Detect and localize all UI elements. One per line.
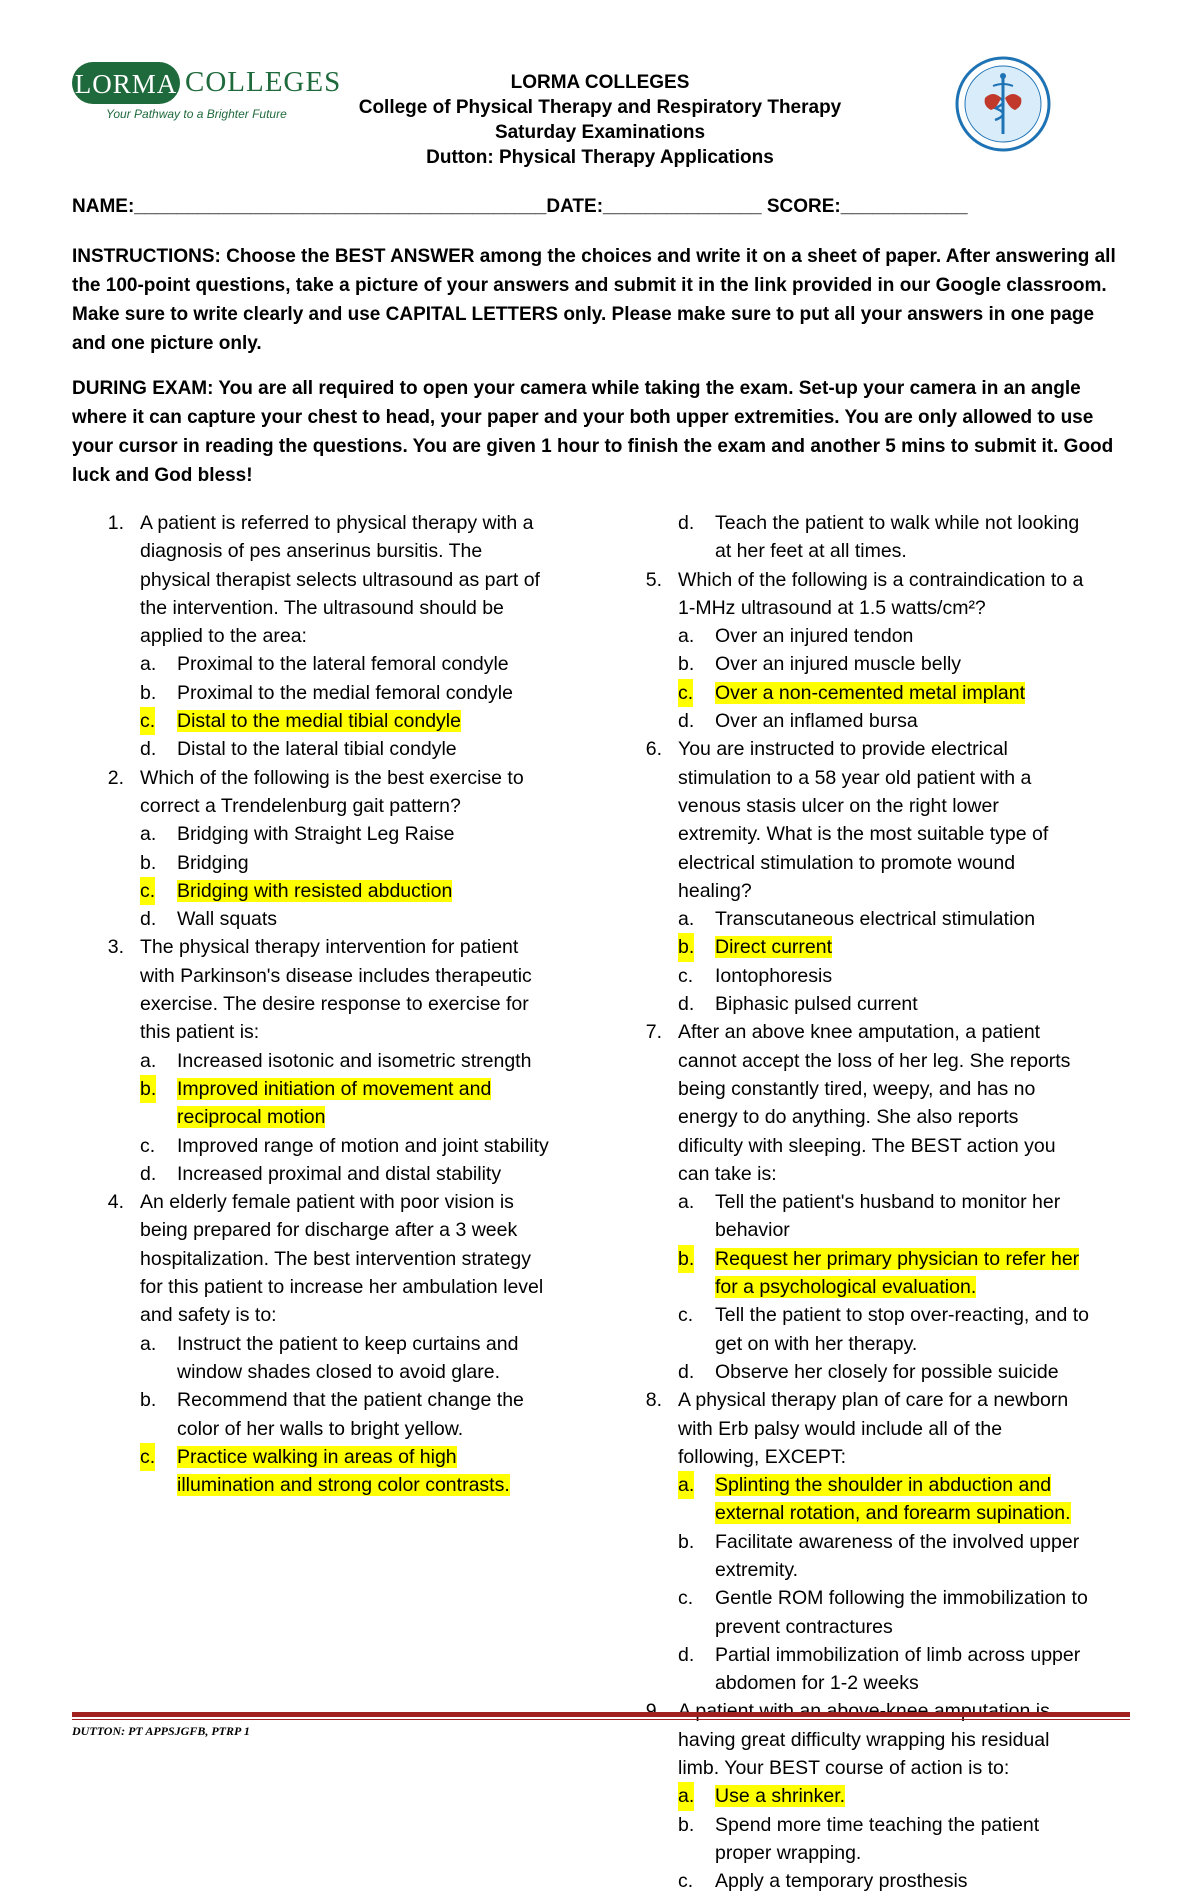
highlighted-answer-text: Over a non-cemented metal implant bbox=[715, 681, 1025, 704]
option-line bbox=[624, 1669, 1144, 1697]
option-letter: a. bbox=[678, 908, 695, 931]
question-text: exercise. The desire response to exercise for bbox=[140, 993, 529, 1016]
option-text: abdomen for 1-2 weeks bbox=[715, 1672, 919, 1695]
question-text: with Parkinson's disease includes therapeutic bbox=[140, 964, 532, 987]
answer-option-line bbox=[624, 1782, 1144, 1810]
questions-column-left bbox=[86, 509, 596, 1499]
option-line bbox=[624, 1301, 1144, 1329]
question-text-line bbox=[86, 1245, 596, 1273]
option-line bbox=[624, 1839, 1144, 1867]
question-text: After an above knee amputation, a patient bbox=[678, 1021, 1041, 1044]
college-name: College of Physical Therapy and Respiratory Therapy bbox=[358, 97, 842, 118]
highlighted-answer-text: reciprocal motion bbox=[177, 1106, 326, 1129]
option-letter: c. bbox=[140, 1134, 156, 1157]
question-text: extremity. What is the most suitable type of bbox=[678, 823, 1049, 846]
question-number: 8. bbox=[645, 1389, 662, 1412]
option-letter: b. bbox=[678, 1530, 695, 1553]
option-letter: a. bbox=[140, 653, 157, 676]
option-text: Observe her closely for possible suicide bbox=[715, 1360, 1059, 1383]
question-text-line bbox=[86, 622, 596, 650]
option-line bbox=[624, 1528, 1144, 1556]
option-line bbox=[86, 905, 596, 933]
option-text: Partial immobilization of limb across upper bbox=[715, 1643, 1081, 1666]
option-line bbox=[624, 1216, 1144, 1244]
question-text-line bbox=[86, 792, 596, 820]
option-letter: c. bbox=[140, 877, 155, 905]
highlighted-answer-text: external rotation, and forearm supination. bbox=[715, 1502, 1071, 1525]
question-text-line bbox=[624, 735, 1144, 763]
question-text-line bbox=[624, 566, 1144, 594]
answer-option-line bbox=[86, 1443, 596, 1471]
option-letter: c. bbox=[678, 1304, 694, 1327]
question-text-line bbox=[624, 1160, 1144, 1188]
logo-word: COLLEGES bbox=[185, 66, 342, 98]
highlighted-answer-text: Distal to the medial tibial condyle bbox=[177, 710, 461, 733]
question-text-line bbox=[624, 1047, 1144, 1075]
option-text: Improved range of motion and joint stability bbox=[177, 1134, 549, 1157]
option-letter: b. bbox=[140, 1389, 157, 1412]
question-text: electrical stimulation to promote wound bbox=[678, 851, 1016, 874]
answer-option-line bbox=[86, 1103, 596, 1131]
option-line bbox=[86, 650, 596, 678]
footer-rule bbox=[72, 1712, 1130, 1717]
lorma-colleges-logo bbox=[72, 60, 342, 130]
option-line bbox=[624, 1556, 1144, 1584]
option-text: Increased proximal and distal stability bbox=[177, 1162, 502, 1185]
option-letter: d. bbox=[140, 908, 157, 931]
question-text-line bbox=[624, 849, 1144, 877]
question-text-line bbox=[86, 537, 596, 565]
score-field: SCORE:____________ bbox=[766, 196, 968, 217]
option-line bbox=[86, 735, 596, 763]
question-text-line bbox=[86, 509, 596, 537]
option-line bbox=[86, 1358, 596, 1386]
option-text: Proximal to the lateral femoral condyle bbox=[177, 653, 509, 676]
option-line bbox=[86, 1386, 596, 1414]
answer-option-line bbox=[624, 679, 1144, 707]
question-text: energy to do anything. She also reports bbox=[678, 1106, 1019, 1129]
highlighted-answer-text: Request her primary physician to refer her bbox=[715, 1247, 1080, 1270]
question-text-line bbox=[86, 990, 596, 1018]
option-text: Spend more time teaching the patient bbox=[715, 1813, 1040, 1836]
question-text-line bbox=[624, 1726, 1144, 1754]
option-text: Gentle ROM following the immobilization to bbox=[715, 1587, 1088, 1610]
option-letter: a. bbox=[140, 823, 157, 846]
option-letter: b. bbox=[678, 653, 695, 676]
option-letter: d. bbox=[140, 738, 157, 761]
question-text: The physical therapy intervention for patient bbox=[140, 936, 519, 959]
option-line bbox=[624, 537, 1144, 565]
option-letter: a. bbox=[140, 1332, 157, 1355]
footer-text: DUTTON: PT APPSJGFB, PTRP 1 bbox=[72, 1724, 250, 1738]
question-text: physical therapist selects ultrasound as part of bbox=[140, 568, 540, 591]
logo-tagline: Your Pathway to a Brighter Future bbox=[106, 107, 287, 121]
answer-option-line bbox=[624, 933, 1144, 961]
question-text: being constantly tired, weepy, and has no bbox=[678, 1077, 1036, 1100]
date-field: DATE:_______________ bbox=[546, 196, 762, 217]
question-text-line bbox=[624, 1075, 1144, 1103]
option-letter: d. bbox=[678, 993, 695, 1016]
option-line bbox=[86, 849, 596, 877]
question-text: for this patient to increase her ambulation level bbox=[140, 1276, 544, 1299]
option-letter: b. bbox=[140, 681, 157, 704]
question-number: 1. bbox=[107, 512, 124, 534]
question-text: venous stasis ulcer on the right lower bbox=[678, 794, 999, 817]
question-text-line bbox=[86, 1216, 596, 1244]
answer-option-line bbox=[86, 1471, 596, 1499]
during-exam-rules: DURING EXAM: You are all required to open your camera while taking the exam. Set-up your camera in an angle where it can capture your chest to head, your paper and your both upper extremities. You are only allowed to use your cursor in reading the questions. You are given 1 hour to finish the exam and another 5 mins to submit it. Good luck and God bless! bbox=[72, 378, 1114, 486]
question-text-line bbox=[624, 1754, 1144, 1782]
highlighted-answer-text: Use a shrinker. bbox=[715, 1785, 846, 1808]
question-text-line bbox=[624, 1415, 1144, 1443]
option-line bbox=[624, 905, 1144, 933]
option-text: color of her walls to bright yellow. bbox=[177, 1417, 464, 1440]
option-text: Iontophoresis bbox=[715, 964, 833, 987]
option-text: Tell the patient to stop over-reacting, and to bbox=[715, 1304, 1089, 1327]
question-text: with Erb palsy would include all of the bbox=[678, 1417, 1003, 1440]
question-text-line bbox=[86, 933, 596, 961]
option-letter: b. bbox=[678, 1813, 695, 1836]
question-text: being prepared for discharge after a 3 week bbox=[140, 1219, 518, 1242]
question-text-line bbox=[624, 1018, 1144, 1046]
option-line bbox=[86, 1132, 596, 1160]
question-number: 7. bbox=[645, 1021, 662, 1044]
questions-column-right bbox=[624, 509, 1144, 1896]
student-info-row bbox=[72, 196, 968, 218]
option-letter: a. bbox=[678, 1471, 694, 1499]
option-letter: b. bbox=[140, 1075, 156, 1103]
option-letter: d. bbox=[678, 512, 695, 534]
option-letter: c. bbox=[678, 964, 694, 987]
question-text: A physical therapy plan of care for a newborn bbox=[678, 1389, 1069, 1412]
option-text: Proximal to the medial femoral condyle bbox=[177, 681, 513, 704]
highlighted-answer-text: Improved initiation of movement and bbox=[177, 1077, 492, 1100]
option-text: Over an injured muscle belly bbox=[715, 653, 962, 676]
question-text: A patient is referred to physical therapy with a bbox=[140, 512, 534, 534]
option-letter: b. bbox=[678, 933, 694, 961]
option-letter: a. bbox=[678, 1191, 695, 1214]
question-text-line bbox=[624, 877, 1144, 905]
option-text: Apply a temporary prosthesis bbox=[715, 1870, 968, 1893]
question-text-line bbox=[624, 594, 1144, 622]
option-text: Increased isotonic and isometric strength bbox=[177, 1049, 532, 1072]
option-letter: d. bbox=[678, 710, 695, 733]
question-text: diagnosis of pes anserinus bursitis. The bbox=[140, 540, 483, 563]
option-letter: a. bbox=[140, 1049, 157, 1072]
option-text: Bridging with Straight Leg Raise bbox=[177, 823, 455, 846]
option-line bbox=[624, 1188, 1144, 1216]
question-text: having great difficulty wrapping his residual bbox=[678, 1728, 1050, 1751]
answer-option-line bbox=[624, 1499, 1144, 1527]
option-line bbox=[624, 707, 1144, 735]
option-line bbox=[624, 1641, 1144, 1669]
option-letter: c. bbox=[140, 1443, 155, 1471]
option-text: Over an inflamed bursa bbox=[715, 710, 918, 733]
question-text-line bbox=[86, 962, 596, 990]
question-text-line bbox=[624, 1132, 1144, 1160]
option-line bbox=[624, 962, 1144, 990]
instructions: INSTRUCTIONS: Choose the BEST ANSWER among the choices and write it on a sheet of paper. After answering all the 100-point questions, take a picture of your answers and submit it in the link provided in our Google classroom. Make sure to write clearly and use CAPITAL LETTERS only. Please make sure to put all your answers in one page and one picture only. bbox=[72, 246, 1116, 354]
option-line bbox=[624, 1867, 1144, 1895]
option-text: Transcutaneous electrical stimulation bbox=[715, 908, 1036, 931]
option-letter: b. bbox=[140, 851, 157, 874]
option-text: Bridging bbox=[177, 851, 249, 874]
option-text: at her feet at all times. bbox=[715, 540, 907, 563]
question-text-line bbox=[624, 792, 1144, 820]
option-line bbox=[624, 990, 1144, 1018]
option-text: Facilitate awareness of the involved upper bbox=[715, 1530, 1080, 1553]
question-text: You are instructed to provide electrical bbox=[678, 738, 1008, 761]
question-text: this patient is: bbox=[140, 1021, 260, 1044]
option-text: Distal to the lateral tibial condyle bbox=[177, 738, 457, 761]
option-line bbox=[624, 509, 1144, 537]
question-text-line bbox=[624, 1443, 1144, 1471]
option-line bbox=[624, 622, 1144, 650]
option-letter: d. bbox=[678, 1643, 695, 1666]
question-text-line bbox=[624, 1386, 1144, 1414]
option-letter: c. bbox=[140, 707, 155, 735]
option-letter: b. bbox=[678, 1245, 694, 1273]
question-text-line bbox=[624, 764, 1144, 792]
question-text: and safety is to: bbox=[140, 1304, 277, 1327]
question-number: 6. bbox=[645, 738, 662, 761]
logo-name: LORMA bbox=[74, 69, 178, 99]
question-text: Which of the following is the best exercise to bbox=[140, 766, 524, 789]
option-text: extremity. bbox=[715, 1558, 799, 1581]
answer-option-line bbox=[86, 877, 596, 905]
option-line bbox=[624, 1584, 1144, 1612]
question-text-line bbox=[86, 594, 596, 622]
name-field: NAME:_______________________________________ bbox=[72, 196, 547, 217]
question-text: 1-MHz ultrasound at 1.5 watts/cm²? bbox=[678, 596, 986, 619]
question-text: hospitalization. The best intervention strategy bbox=[140, 1247, 531, 1270]
option-line bbox=[86, 1330, 596, 1358]
option-text: Over an injured tendon bbox=[715, 625, 914, 648]
question-text: correct a Trendelenburg gait pattern? bbox=[140, 794, 461, 817]
option-letter: a. bbox=[678, 1782, 694, 1810]
option-text: Biphasic pulsed current bbox=[715, 993, 918, 1016]
answer-option-line bbox=[624, 1245, 1144, 1273]
option-letter: c. bbox=[678, 1870, 694, 1893]
highlighted-answer-text: Practice walking in areas of high bbox=[177, 1445, 457, 1468]
option-letter: c. bbox=[678, 1587, 694, 1610]
option-text: prevent contractures bbox=[715, 1615, 893, 1638]
option-letter: d. bbox=[140, 1162, 157, 1185]
question-text: applied to the area: bbox=[140, 625, 307, 648]
option-text: get on with her therapy. bbox=[715, 1332, 918, 1355]
option-letter: d. bbox=[678, 1360, 695, 1383]
option-line bbox=[624, 1358, 1144, 1386]
exam-type: Saturday Examinations bbox=[494, 122, 706, 143]
question-text: limb. Your BEST course of action is to: bbox=[678, 1757, 1010, 1780]
question-text: stimulation to a 58 year old patient with a bbox=[678, 766, 1032, 789]
question-text: Which of the following is a contraindication to a bbox=[678, 568, 1084, 591]
question-text-line bbox=[86, 1273, 596, 1301]
question-text-line bbox=[624, 1103, 1144, 1131]
answer-option-line bbox=[624, 1273, 1144, 1301]
question-text: dificulty with sleeping. The BEST action you bbox=[678, 1134, 1056, 1157]
option-text: Tell the patient's husband to monitor her bbox=[715, 1191, 1061, 1214]
option-line bbox=[624, 1330, 1144, 1358]
question-text: the intervention. The ultrasound should be bbox=[140, 596, 504, 619]
question-text: healing? bbox=[678, 879, 752, 902]
question-text-line bbox=[86, 1018, 596, 1046]
question-number: 4. bbox=[107, 1191, 124, 1214]
option-line bbox=[86, 820, 596, 848]
answer-option-line bbox=[86, 707, 596, 735]
option-line bbox=[86, 1047, 596, 1075]
option-text: proper wrapping. bbox=[715, 1841, 862, 1864]
question-text-line bbox=[624, 820, 1144, 848]
answer-option-line bbox=[624, 1471, 1144, 1499]
option-line bbox=[86, 1415, 596, 1443]
option-line bbox=[624, 1613, 1144, 1641]
option-text: Teach the patient to walk while not looking bbox=[715, 512, 1080, 534]
school-name: LORMA COLLEGES bbox=[510, 72, 690, 93]
highlighted-answer-text: for a psychological evaluation. bbox=[715, 1276, 977, 1299]
option-text: behavior bbox=[715, 1219, 790, 1242]
highlighted-answer-text: illumination and strong color contrasts. bbox=[177, 1474, 510, 1497]
question-number: 3. bbox=[107, 936, 124, 959]
answer-option-line bbox=[86, 1075, 596, 1103]
option-line bbox=[86, 1160, 596, 1188]
option-text: Recommend that the patient change the bbox=[177, 1389, 524, 1412]
highlighted-answer-text: Splinting the shoulder in abduction and bbox=[715, 1474, 1052, 1497]
option-line bbox=[624, 650, 1144, 678]
highlighted-answer-text: Direct current bbox=[715, 936, 833, 959]
question-number: 2. bbox=[107, 766, 124, 789]
exam-subject: Dutton: Physical Therapy Applications bbox=[426, 147, 774, 168]
question-number: 5. bbox=[645, 568, 662, 591]
question-text-line bbox=[86, 764, 596, 792]
question-text-line bbox=[86, 1301, 596, 1329]
question-text: following, EXCEPT: bbox=[678, 1445, 846, 1468]
question-text-line bbox=[86, 566, 596, 594]
footer-rule-thin bbox=[72, 1719, 1130, 1720]
option-text: window shades closed to avoid glare. bbox=[177, 1360, 501, 1383]
question-text: An elderly female patient with poor vision is bbox=[140, 1191, 514, 1214]
option-letter: c. bbox=[678, 679, 693, 707]
question-text: can take is: bbox=[678, 1162, 777, 1185]
option-letter: a. bbox=[678, 625, 695, 648]
question-text-line bbox=[86, 1188, 596, 1216]
option-text: Instruct the patient to keep curtains and bbox=[177, 1332, 519, 1355]
option-text: Wall squats bbox=[177, 908, 278, 931]
highlighted-answer-text: Bridging with resisted abduction bbox=[177, 879, 453, 902]
question-text: cannot accept the loss of her leg. She reports bbox=[678, 1049, 1071, 1072]
option-line bbox=[86, 679, 596, 707]
